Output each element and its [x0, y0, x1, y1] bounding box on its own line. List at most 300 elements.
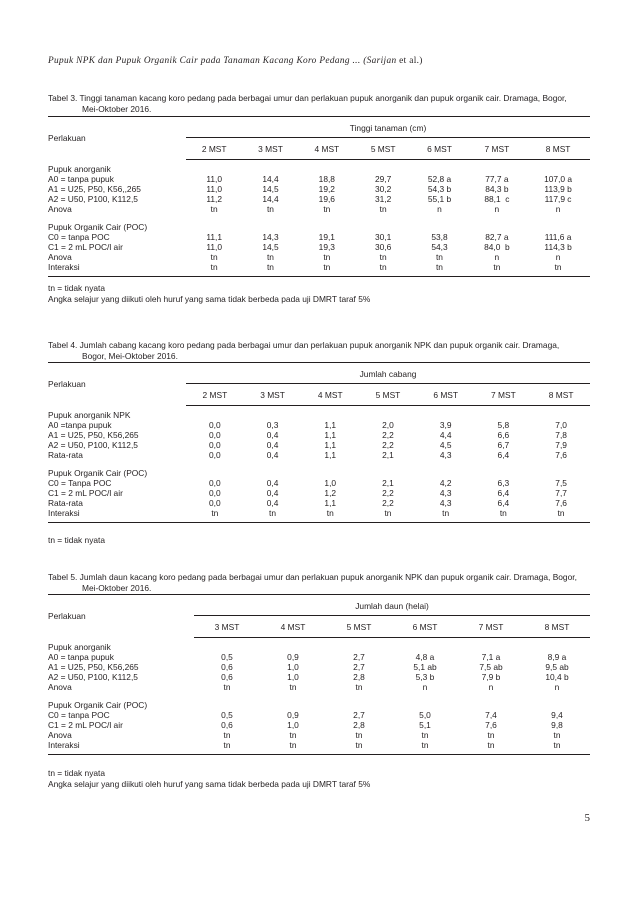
cell-value: 54,3 b: [427, 183, 452, 194]
cell-value: 14,4: [262, 173, 279, 184]
cell-value: [301, 460, 359, 468]
table-row: [48, 204, 590, 214]
cell-value: 3,9: [439, 419, 452, 430]
cell-value: tn: [355, 729, 363, 740]
cell-value: 11,2: [206, 193, 222, 204]
table-row: [48, 710, 590, 720]
row-label: [48, 214, 186, 222]
cell-value: 107,0 a: [544, 173, 573, 184]
column-header: 7 MST: [468, 138, 527, 160]
table-row: [48, 430, 590, 440]
cell-value: tn: [301, 508, 359, 523]
cell-value: [299, 160, 355, 174]
table-row: [48, 740, 590, 755]
cell-value: 1,0: [324, 477, 337, 488]
column-header: 3 MST: [242, 138, 298, 160]
cell-value: tn: [289, 729, 297, 740]
cell-value: n: [554, 681, 560, 692]
row-label: C0 = tanpa POC: [48, 231, 110, 242]
cell-value: [242, 214, 298, 222]
cell-value: 7,9 b: [481, 671, 501, 682]
cell-value: tn: [323, 251, 331, 262]
cell-value: 2,7: [353, 651, 365, 662]
cell-value: [417, 406, 475, 420]
cell-value: [244, 468, 302, 478]
cell-value: [359, 460, 417, 468]
cell-value: [524, 638, 590, 652]
cell-value: n: [555, 251, 561, 262]
cell-value: 0,4: [266, 449, 279, 460]
cell-value: [475, 406, 533, 420]
cell-value: 0,6: [221, 671, 233, 682]
cell-value: 7,9: [555, 439, 567, 450]
cell-value: [244, 406, 302, 420]
cell-value: 29,7: [374, 173, 392, 184]
cell-value: 1,1: [324, 449, 337, 460]
cell-value: 19,1: [318, 231, 335, 242]
table-row: [48, 420, 590, 430]
cell-value: 7,5: [555, 477, 567, 488]
table-row: [48, 242, 590, 252]
table4-body: [48, 406, 590, 523]
cell-value: 4,3: [439, 497, 452, 508]
cell-value: 7,8: [555, 429, 567, 440]
cell-value: 52,8 a: [427, 173, 452, 184]
table3-notes: [48, 283, 370, 305]
cell-value: 2,2: [382, 429, 394, 440]
table3: [48, 116, 590, 277]
table3-group-header: Tinggi tanaman (cm): [186, 117, 590, 138]
cell-value: 4,3: [439, 449, 452, 460]
table4: [48, 362, 590, 523]
cell-value: tn: [223, 729, 231, 740]
cell-value: tn: [323, 203, 331, 214]
row-label: Pupuk anorganik NPK: [48, 409, 131, 420]
cell-value: tn: [532, 508, 590, 523]
table-note: tn = tidak nyata: [48, 535, 106, 545]
cell-value: [526, 222, 590, 232]
cell-value: tn: [355, 262, 411, 277]
cell-value: 0,4: [266, 429, 279, 440]
cell-value: 2,8: [353, 719, 365, 730]
table5-header-row1: [48, 595, 590, 616]
column-header: 5 MST: [355, 138, 411, 160]
cell-value: tn: [411, 262, 467, 277]
cell-value: 6,3: [497, 477, 510, 488]
cell-value: 31,2: [374, 193, 392, 204]
cell-value: tn: [553, 729, 561, 740]
cell-value: tn: [244, 508, 302, 523]
cell-value: tn: [435, 251, 443, 262]
table3-caption: [48, 93, 590, 115]
cell-value: tn: [260, 740, 326, 755]
cell-value: 10,4 b: [545, 671, 569, 682]
cell-value: 11,0: [206, 241, 222, 252]
cell-value: 11,0: [206, 173, 222, 184]
row-label: Rata-rata: [48, 449, 83, 460]
cell-value: 0,4: [266, 477, 279, 488]
row-label: C0 = tanpa POC: [48, 709, 110, 720]
cell-value: 14,5: [262, 241, 279, 252]
column-header: 6 MST: [392, 616, 458, 638]
cell-value: 1,0: [287, 671, 299, 682]
cell-value: [532, 406, 590, 420]
table-row: [48, 468, 590, 478]
cell-value: 7,4: [485, 709, 497, 720]
row-label: C0 = Tanpa POC: [48, 477, 112, 488]
column-header: 2 MST: [186, 384, 244, 406]
row-label: C1 = 2 mL POC/l air: [48, 719, 123, 730]
column-header: 3 MST: [194, 616, 260, 638]
cell-value: 0,4: [266, 497, 279, 508]
cell-value: n: [494, 203, 500, 214]
cell-value: [392, 638, 458, 652]
cell-value: 0,0: [209, 419, 221, 430]
cell-value: [299, 214, 355, 222]
cell-value: 0,0: [209, 477, 221, 488]
table-row: [48, 700, 590, 710]
cell-value: [326, 638, 392, 652]
cell-value: tn: [458, 740, 524, 755]
table-row: [48, 222, 590, 232]
cell-value: 2,7: [353, 709, 365, 720]
cell-value: [475, 460, 533, 468]
cell-value: 30,1: [374, 231, 392, 242]
table3-head: [48, 117, 590, 160]
cell-value: [417, 460, 475, 468]
cell-value: 0,4: [266, 487, 279, 498]
cell-value: 6,6: [497, 429, 510, 440]
cell-value: 19,3: [318, 241, 335, 252]
cell-value: [326, 700, 392, 710]
cell-value: 7,7: [555, 487, 567, 498]
cell-value: n: [488, 681, 494, 692]
cell-value: tn: [242, 262, 298, 277]
cell-value: 4,5: [439, 439, 452, 450]
cell-value: 7,6: [485, 719, 497, 730]
table3-caption-line1: Tabel 3. Tinggi tanaman kacang koro pedang pada berbagai umur dan perlakuan pupuk anorganik dan pupuk organik cair. Dramaga, Bogor,: [48, 93, 567, 103]
table-row: [48, 440, 590, 450]
cell-value: 5,1: [419, 719, 431, 730]
cell-value: 1,1: [324, 497, 337, 508]
row-label: C1 = 2 mL POC/l air: [48, 241, 123, 252]
cell-value: [411, 214, 467, 222]
cell-value: tn: [186, 262, 242, 277]
cell-value: 0,5: [221, 709, 233, 720]
row-label: A2 = U50, P100, K112,5: [48, 193, 138, 204]
table4-caption-line2: Bogor, Mei-Oktober 2016.: [82, 351, 178, 361]
column-header: 6 MST: [411, 138, 467, 160]
table5-caption-line1: Tabel 5. Jumlah daun kacang koro pedang pada berbagai umur dan perlakuan pupuk anorganik NPK dan pupuk organik cair. Dramaga, Bogor,: [48, 572, 577, 582]
table-note: Angka selajur yang diikuti oleh huruf yang sama tidak berbeda pada uji DMRT taraf 5%: [48, 294, 371, 304]
running-title: Pupuk NPK dan Pupuk Organik Cair pada Tanaman Kacang Koro Pedang ... (Sarijan: [48, 56, 397, 66]
row-label: A1 = U25, P50, K56,265: [48, 661, 139, 672]
cell-value: [468, 160, 527, 174]
cell-value: 1,0: [287, 719, 299, 730]
cell-value: tn: [299, 262, 355, 277]
cell-value: tn: [194, 740, 260, 755]
cell-value: [468, 214, 527, 222]
column-header: 5 MST: [326, 616, 392, 638]
running-header: [48, 56, 423, 66]
table4-group-header: Jumlah cabang: [186, 363, 590, 384]
cell-value: [475, 468, 533, 478]
cell-value: [526, 160, 590, 174]
row-label: A0 = tanpa pupuk: [48, 173, 114, 184]
table-row: [48, 450, 590, 460]
table5-notes: [48, 768, 370, 790]
row-label: Anova: [48, 729, 72, 740]
cell-value: 11,1: [206, 231, 222, 242]
cell-value: tn: [468, 262, 527, 277]
table4-caption: [48, 340, 590, 362]
row-label: Interaksi: [48, 508, 186, 523]
cell-value: 4,4: [439, 429, 452, 440]
cell-value: [242, 222, 298, 232]
cell-value: 6,4: [497, 449, 510, 460]
table-row: [48, 262, 590, 277]
column-header: 4 MST: [260, 616, 326, 638]
cell-value: 1,1: [324, 429, 337, 440]
column-header: 5 MST: [359, 384, 417, 406]
cell-value: tn: [355, 681, 363, 692]
cell-value: 8,9 a: [547, 651, 567, 662]
cell-value: 0,9: [287, 651, 299, 662]
cell-value: 1,1: [324, 439, 337, 450]
row-label: Rata-rata: [48, 497, 83, 508]
table-row: [48, 730, 590, 740]
cell-value: [186, 406, 244, 420]
column-header: 8 MST: [526, 138, 590, 160]
column-header: 4 MST: [301, 384, 359, 406]
column-header: 7 MST: [458, 616, 524, 638]
table-row: [48, 682, 590, 692]
cell-value: [458, 692, 524, 700]
cell-value: 55,1 b: [427, 193, 452, 204]
page-number: 5: [584, 812, 590, 824]
cell-value: tn: [266, 203, 274, 214]
row-label: A0 =tanpa pupuk: [48, 419, 112, 430]
table-row: [48, 508, 590, 523]
cell-value: [260, 700, 326, 710]
cell-value: [359, 406, 417, 420]
cell-value: 0,0: [209, 429, 221, 440]
cell-value: 117,9 c: [544, 193, 572, 204]
row-label: Anova: [48, 203, 72, 214]
row-label: C1 = 2 mL POC/l air: [48, 487, 123, 498]
cell-value: [260, 638, 326, 652]
cell-value: 2,1: [382, 477, 394, 488]
cell-value: 2,1: [382, 449, 394, 460]
cell-value: [194, 692, 260, 700]
cell-value: 14,3: [262, 231, 279, 242]
cell-value: n: [422, 681, 428, 692]
cell-value: 53,8: [431, 231, 448, 242]
cell-value: 84,3 b: [485, 183, 509, 194]
cell-value: 9,4: [551, 709, 563, 720]
cell-value: [524, 692, 590, 700]
cell-value: [417, 468, 475, 478]
table4-head: [48, 363, 590, 406]
row-label: Anova: [48, 681, 72, 692]
cell-value: [326, 692, 392, 700]
cell-value: 54,3: [431, 241, 448, 252]
row-label: Pupuk anorganik: [48, 163, 111, 174]
cell-value: 19,2: [318, 183, 335, 194]
cell-value: 7,0: [555, 419, 567, 430]
column-header: 8 MST: [532, 384, 590, 406]
table-row: [48, 252, 590, 262]
cell-value: 2,0: [382, 419, 394, 430]
row-label: Interaksi: [48, 740, 194, 755]
row-label: Pupuk Organik Cair (POC): [48, 699, 148, 710]
table5-caption-line2: Mei-Oktober 2016.: [82, 583, 152, 593]
table-row: [48, 160, 590, 174]
table3-header-row1: [48, 117, 590, 138]
table-row: [48, 406, 590, 420]
table-row: [48, 672, 590, 682]
table-row: [48, 174, 590, 184]
cell-value: [468, 222, 527, 232]
table5: [48, 594, 590, 755]
table5-body: [48, 638, 590, 755]
cell-value: tn: [186, 508, 244, 523]
cell-value: 2,2: [382, 439, 394, 450]
cell-value: tn: [359, 508, 417, 523]
cell-value: 9,8: [551, 719, 563, 730]
cell-value: 88,1 c: [484, 193, 510, 204]
cell-value: [532, 468, 590, 478]
row-label: Pupuk Organik Cair (POC): [48, 221, 148, 232]
column-header: 8 MST: [524, 616, 590, 638]
table-row: [48, 194, 590, 204]
column-header: 6 MST: [417, 384, 475, 406]
cell-value: 82,7 a: [485, 231, 509, 242]
cell-value: [355, 160, 411, 174]
table-note: tn = tidak nyata: [48, 768, 106, 778]
cell-value: tn: [526, 262, 590, 277]
cell-value: [355, 222, 411, 232]
cell-value: [186, 214, 242, 222]
cell-value: [392, 692, 458, 700]
table3-body: [48, 160, 590, 277]
cell-value: [359, 468, 417, 478]
cell-value: 77,7 a: [485, 173, 509, 184]
spacer-row: [48, 692, 590, 700]
cell-value: 7,1 a: [481, 651, 501, 662]
cell-value: tn: [379, 251, 387, 262]
cell-value: 113,9 b: [544, 183, 572, 194]
cell-value: 0,3: [266, 419, 279, 430]
cell-value: 7,6: [555, 449, 567, 460]
column-header: 7 MST: [475, 384, 533, 406]
cell-value: 7,5 ab: [479, 661, 503, 672]
cell-value: 4,2: [439, 477, 452, 488]
cell-value: 1,2: [324, 487, 337, 498]
cell-value: [186, 222, 242, 232]
cell-value: tn: [487, 729, 495, 740]
table5-row-header: Perlakuan: [48, 595, 194, 638]
cell-value: 6,4: [497, 497, 510, 508]
cell-value: n: [437, 203, 442, 214]
cell-value: tn: [326, 740, 392, 755]
cell-value: [458, 700, 524, 710]
cell-value: 6,7: [497, 439, 510, 450]
cell-value: 30,6: [374, 241, 392, 252]
cell-value: [299, 222, 355, 232]
cell-value: 1,0: [287, 661, 299, 672]
cell-value: [301, 468, 359, 478]
cell-value: [242, 160, 298, 174]
row-label: Pupuk Organik Cair (POC): [48, 467, 148, 478]
cell-value: tn: [475, 508, 533, 523]
table-row: [48, 184, 590, 194]
cell-value: 9,5 ab: [545, 661, 569, 672]
row-label: [48, 692, 194, 700]
table4-caption-line1: Tabel 4. Jumlah cabang kacang koro pedang pada berbagai umur dan perlakuan pupuk anorganik NPK dan pupuk organik cair. Dramaga,: [48, 340, 560, 350]
row-label: A0 = tanpa pupuk: [48, 651, 114, 662]
table3-row-header: Perlakuan: [48, 117, 186, 160]
cell-value: 19,6: [318, 193, 335, 204]
table-row: [48, 232, 590, 242]
table-row: [48, 720, 590, 730]
cell-value: 4,3: [439, 487, 452, 498]
cell-value: 5,3 b: [415, 671, 435, 682]
cell-value: [526, 214, 590, 222]
cell-value: [411, 222, 467, 232]
row-label: A2 = U50, P100, K112,5: [48, 439, 138, 450]
cell-value: n: [555, 203, 561, 214]
cell-value: 30,2: [374, 183, 392, 194]
table-row: [48, 498, 590, 508]
cell-value: 7,6: [555, 497, 567, 508]
cell-value: 0,0: [209, 439, 221, 450]
table-row: [48, 488, 590, 498]
cell-value: [260, 692, 326, 700]
table5-caption: [48, 572, 590, 594]
cell-value: [186, 460, 244, 468]
cell-value: [194, 638, 260, 652]
cell-value: 0,5: [221, 651, 233, 662]
cell-value: 5,0: [419, 709, 431, 720]
cell-value: 5,8: [497, 419, 510, 430]
cell-value: 0,0: [209, 449, 221, 460]
cell-value: 2,7: [353, 661, 365, 672]
table4-row-header: Perlakuan: [48, 363, 186, 406]
cell-value: tn: [421, 729, 429, 740]
cell-value: [532, 460, 590, 468]
row-label: A1 = U25, P50, K56,265: [48, 429, 139, 440]
cell-value: 6,4: [497, 487, 510, 498]
cell-value: 2,8: [353, 671, 365, 682]
cell-value: 0,9: [287, 709, 299, 720]
cell-value: 0,0: [209, 487, 221, 498]
cell-value: [458, 638, 524, 652]
cell-value: 114,3 b: [544, 241, 572, 252]
cell-value: 14,5: [262, 183, 279, 194]
row-label: Anova: [48, 251, 72, 262]
column-header: 4 MST: [299, 138, 355, 160]
cell-value: 18,8: [318, 173, 335, 184]
cell-value: [186, 160, 242, 174]
column-header: 3 MST: [244, 384, 302, 406]
column-header: 2 MST: [186, 138, 242, 160]
row-label: Pupuk anorganik: [48, 641, 111, 652]
cell-value: [244, 460, 302, 468]
cell-value: tn: [210, 251, 218, 262]
cell-value: tn: [417, 508, 475, 523]
running-title-etal: et al.): [396, 56, 423, 66]
